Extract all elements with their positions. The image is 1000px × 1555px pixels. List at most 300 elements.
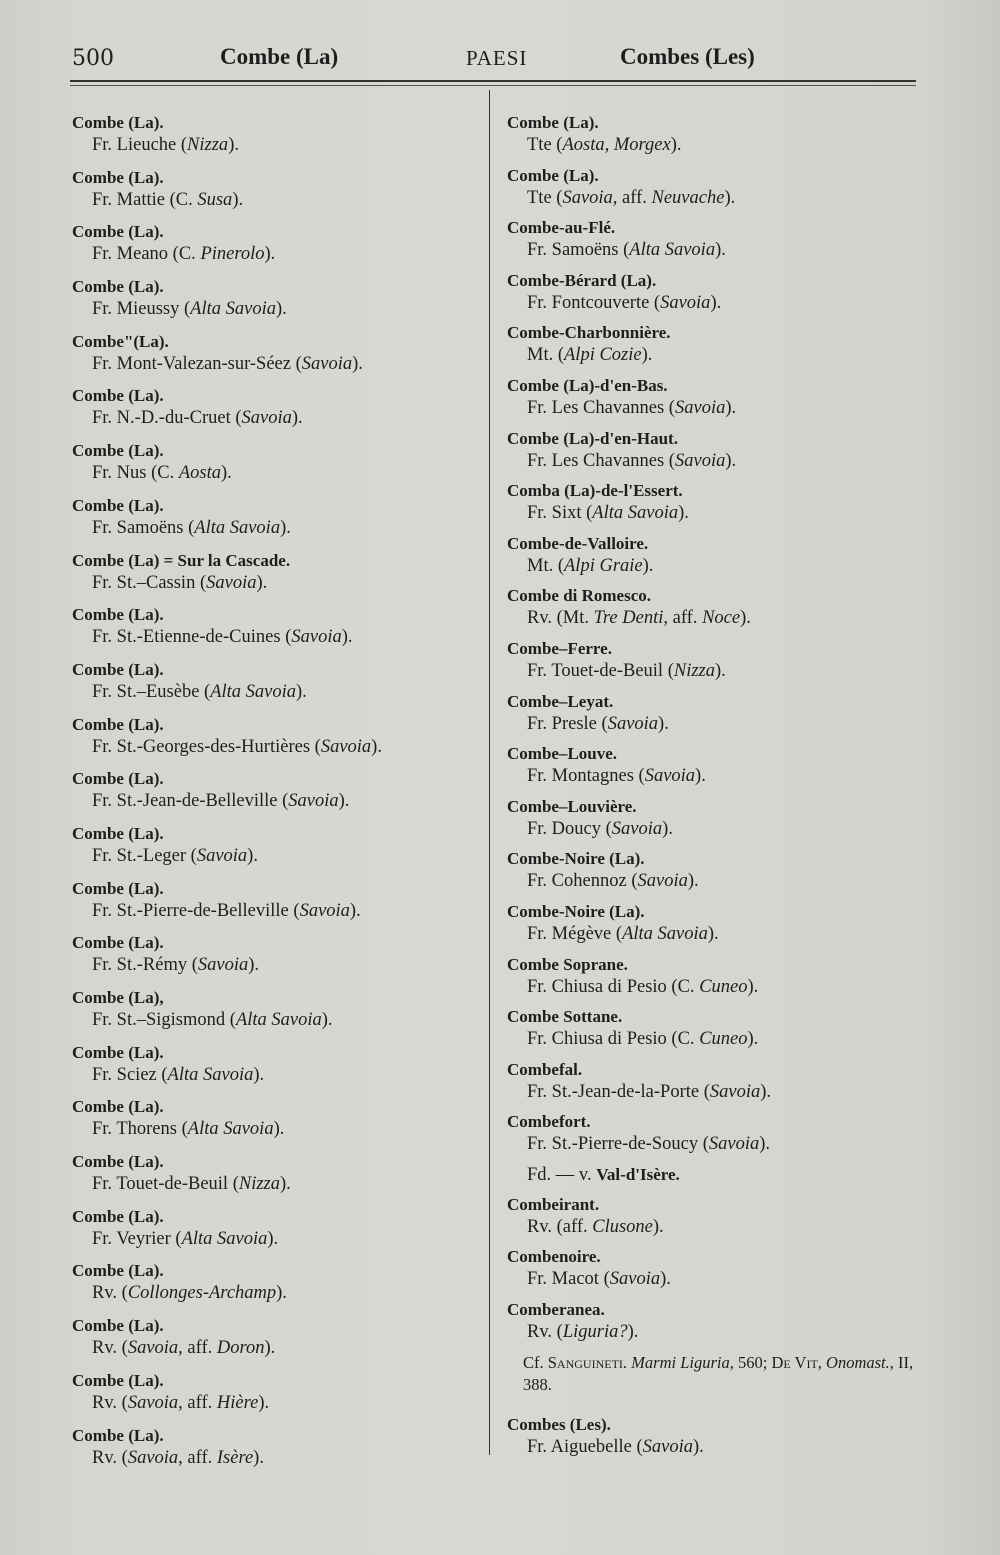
entry-region: Savoia <box>127 1392 179 1413</box>
entry-region: Nizza <box>187 135 229 155</box>
entry-heading: Combe (La). <box>72 495 164 515</box>
entry-region: Susa <box>197 189 233 210</box>
entry-region: Savoia <box>291 627 342 648</box>
entry-region: Savoia <box>206 572 257 593</box>
entry-heading: Combe (La). <box>72 714 164 734</box>
entry-text: , aff. <box>178 1392 217 1413</box>
entry-text: , aff. <box>178 1447 217 1468</box>
entry-region: Alta Savoia <box>210 681 297 702</box>
entry-heading: Combenoire. <box>507 1247 601 1267</box>
entry-region: Savoia <box>299 900 350 921</box>
entry-text: ). <box>253 1064 265 1085</box>
entry-region: Nizza <box>673 660 715 681</box>
entry-text: Fr. Mieussy ( <box>92 299 191 320</box>
entry-heading: Combe–Louvière. <box>507 796 637 816</box>
entry-heading: Combe Sottane. <box>507 1007 623 1027</box>
entry <box>72 932 482 987</box>
entry-text: ). <box>662 818 673 839</box>
entry-description <box>72 517 482 539</box>
reference-sep: , <box>817 1352 827 1372</box>
cross-reference-text <box>507 1164 927 1186</box>
entry-description <box>507 1081 927 1103</box>
entry-heading: Combe–Leyat. <box>507 691 614 711</box>
entry <box>72 1425 482 1480</box>
entry <box>72 385 482 440</box>
entry <box>72 823 482 878</box>
entry-text: Tte ( <box>527 135 563 155</box>
entry-heading: Combe (La), <box>72 988 164 1007</box>
entry-text: Fr. Macot ( <box>527 1269 610 1290</box>
entry-river: Doron <box>216 1338 265 1359</box>
entry-heading: Combeirant. <box>507 1194 600 1214</box>
entry-description <box>507 292 927 314</box>
entry-text: ). <box>642 555 654 576</box>
entry-region: Savoia <box>127 1447 179 1468</box>
entry <box>72 331 482 386</box>
entry-heading: Combe (La). <box>72 605 164 625</box>
entry-text: ). <box>710 292 722 313</box>
entry-region: Alta Savoia <box>622 923 708 944</box>
page-header <box>72 44 794 76</box>
cross-reference-prefix: Fd. — v. <box>527 1164 597 1185</box>
entry-text: Fr. Veyrier ( <box>92 1228 182 1249</box>
entry-text: Fr. Sixt ( <box>527 503 593 524</box>
entry-heading: Combes (Les). <box>507 1414 611 1434</box>
entry-text: ). <box>641 345 653 366</box>
entry <box>72 768 482 823</box>
entry-text: Fr. St.–Sigismond ( <box>92 1010 236 1030</box>
entry-text: Mt. ( <box>527 345 564 366</box>
entry-text: Fr. St.-Etienne-de-Cuines ( <box>92 627 292 648</box>
entry <box>72 878 482 933</box>
reference-cf: Cf. <box>523 1352 548 1372</box>
entry-text: Fr. Thorens ( <box>92 1119 188 1140</box>
entry-heading: Combe (La). <box>72 769 164 789</box>
entry-region: Alpi Graie <box>564 555 643 576</box>
entry <box>507 1111 927 1164</box>
entry-text: Rv. ( <box>92 1447 128 1468</box>
entry-text: Fr. Samoëns ( <box>92 517 195 538</box>
entry-text: ). <box>341 627 353 648</box>
entry <box>507 322 927 375</box>
entry-text: ). <box>280 517 291 538</box>
entry-region: Savoia <box>674 397 726 418</box>
entry-text: ). <box>248 955 260 976</box>
left-column <box>72 112 482 1479</box>
entry-region: Savoia <box>241 408 292 429</box>
entry-text: ). <box>747 976 759 997</box>
entry-heading: Combe (La). <box>72 1425 164 1445</box>
entry-region: Savoia <box>644 766 696 787</box>
entry <box>507 112 927 165</box>
entry <box>72 221 482 276</box>
entry-heading: Combe-Bérard (La). <box>507 270 657 290</box>
reference-sep: , II, 388. <box>523 1352 914 1394</box>
header-rule <box>70 80 916 82</box>
entry-description <box>507 450 927 472</box>
entry-description <box>507 1133 927 1155</box>
entry-region: Alta Savoia <box>194 517 281 538</box>
entry-text: Fr. St.-Leger ( <box>92 845 197 866</box>
entry <box>72 1096 482 1151</box>
entry-heading: Combe (La). <box>72 1097 164 1117</box>
entry-river: Hière <box>216 1392 259 1413</box>
entry-description <box>72 189 482 211</box>
entry-text: ). <box>232 189 244 210</box>
entry-description <box>507 502 927 524</box>
entry-text: Fr. St.–Cassin ( <box>92 572 207 593</box>
entry-description <box>72 1118 482 1140</box>
entry-heading: Combe (La). <box>72 878 164 898</box>
entry-description <box>507 134 927 156</box>
entry <box>72 987 482 1042</box>
entry-text: Mt. ( <box>527 555 564 576</box>
entry-heading: Combe (La). <box>72 1370 164 1390</box>
entry-description <box>507 976 927 998</box>
entry <box>72 440 482 495</box>
entry-text: Fr. Touet-de-Beuil ( <box>92 1174 239 1195</box>
entry-description <box>72 1228 482 1250</box>
entry <box>507 1194 927 1247</box>
entry-region: Savoia <box>196 845 248 866</box>
entry-region: Pinerolo <box>200 244 265 265</box>
entry-description <box>507 344 927 366</box>
entry-text: Fr. Samoëns ( <box>527 240 630 261</box>
entry-region: Alta Savoia <box>167 1064 254 1085</box>
entry-region: Alta Savoia <box>235 1010 322 1030</box>
cross-reference-entry <box>507 1164 927 1194</box>
entry <box>507 1246 927 1299</box>
entry <box>507 270 927 323</box>
entry-region: Alta Savoia <box>629 240 716 261</box>
entry-text: ). <box>707 923 719 944</box>
entry-text: ). <box>276 1283 287 1304</box>
entry-text: ). <box>371 736 382 757</box>
entry-region: Alta Savoia <box>190 299 276 320</box>
entry-text: Fr. Doucy ( <box>527 818 612 839</box>
entry <box>507 428 927 481</box>
entry-text: Fr. Aiguebelle ( <box>527 1436 643 1457</box>
entry <box>507 375 927 428</box>
entry-description <box>507 187 927 209</box>
entry-text: ). <box>280 1174 291 1195</box>
entry-heading: Combe (La). <box>72 167 164 187</box>
entry-region: Savoia <box>708 1134 760 1155</box>
entry-text: Fr. Lieuche ( <box>92 135 188 155</box>
entry-description <box>507 1028 927 1050</box>
entry-description <box>72 681 482 703</box>
reference-author: De Vit <box>771 1352 818 1372</box>
entry-description <box>507 397 927 419</box>
reference-work: Marmi Liguria <box>631 1352 730 1372</box>
entry-text: ). <box>760 1081 772 1102</box>
entry-description <box>72 626 482 648</box>
header-rule-thin <box>70 85 916 86</box>
entry-text: Rv. ( <box>527 1322 563 1343</box>
entry-description <box>507 1268 927 1290</box>
entry-region: Savoia <box>674 450 726 471</box>
entry-text: ). <box>759 1134 771 1155</box>
entry <box>507 1414 927 1467</box>
entry <box>72 167 482 222</box>
bibliographic-reference <box>507 1352 927 1414</box>
entry-text: ). <box>291 408 303 429</box>
entry-heading: Comba (La)-de-l'Essert. <box>507 481 683 501</box>
entry-region: Cuneo <box>699 1029 748 1050</box>
entry-description <box>507 870 927 892</box>
entry-text: ). <box>687 871 699 892</box>
entry-description <box>507 660 927 682</box>
entry-heading: Combefal. <box>507 1059 583 1079</box>
entry-text: ). <box>725 450 737 471</box>
entry-region: Aosta <box>178 463 222 484</box>
right-column <box>507 112 927 1466</box>
running-head-left: Combe (La) <box>220 44 339 69</box>
entry-text: ). <box>715 660 726 681</box>
entry-text: Rv. ( <box>92 1283 128 1304</box>
entry-description <box>507 1216 927 1238</box>
entry-region: Alta Savoia <box>592 503 679 524</box>
entry-description <box>72 407 482 429</box>
entry-text: Fr. Montagnes ( <box>527 766 645 787</box>
entry-text: ). <box>247 845 258 866</box>
entry-text: ). <box>349 900 361 921</box>
entry-text: ). <box>627 1322 639 1343</box>
entry-text: ). <box>228 135 239 155</box>
entry-region: Tre Denti <box>593 608 664 629</box>
entry-text: ). <box>740 608 751 629</box>
entry-text: Fr. Cohennoz ( <box>527 871 638 892</box>
running-head-center: PAESI <box>466 46 528 70</box>
reference-text <box>507 1352 927 1396</box>
entry-heading: Combe Soprane. <box>507 954 628 974</box>
entry-text: ). <box>352 353 363 374</box>
entry-description <box>72 353 482 375</box>
entry-text: ). <box>724 187 736 208</box>
entry-heading: Combe-Noire (La). <box>507 849 645 869</box>
entry-region: Savoia <box>611 818 663 839</box>
reference-work: Onomast. <box>826 1352 890 1372</box>
entry-heading: Combe (La). <box>72 1152 164 1172</box>
entry-text: Fr. Les Chavannes ( <box>527 397 675 418</box>
entry <box>72 659 482 714</box>
entry-text: ). <box>264 244 276 265</box>
entry-text: ). <box>321 1010 333 1030</box>
entry <box>507 901 927 954</box>
entry-text: Fr. Mattie (C. <box>92 189 198 210</box>
entry-heading: Combe (La). <box>72 277 164 297</box>
entry-region: Clusone <box>592 1216 653 1237</box>
entry <box>72 1151 482 1206</box>
entry-river: Isère <box>216 1447 254 1468</box>
entry-text: Fr. Chiusa di Pesio (C. <box>527 976 700 997</box>
entry-heading: Combe (La). <box>72 1206 164 1226</box>
entry-text: ). <box>267 1228 279 1249</box>
entry-region: Nizza <box>238 1174 280 1195</box>
entry-text: ). <box>273 1119 285 1140</box>
entry-region: Savoia <box>607 713 659 734</box>
entry-text: Fr. N.-D.-du-Cruet ( <box>92 408 242 429</box>
entry-heading: Combe (La). <box>72 222 164 242</box>
entry-region: Alta Savoia <box>187 1119 274 1140</box>
entry-heading: Combe (La). <box>72 1316 164 1336</box>
entry-region: Savoia <box>609 1269 661 1290</box>
entry-region: Savoia <box>642 1436 693 1457</box>
column-divider <box>489 90 490 1455</box>
entry-heading: Combe-de-Valloire. <box>507 533 649 553</box>
entry-text: Fr. Nus (C. <box>92 463 179 484</box>
entry-text: ). <box>725 397 737 418</box>
entry-heading: Combe (La)-d'en-Bas. <box>507 375 668 395</box>
entry <box>72 550 482 605</box>
entry-text: ). <box>715 240 726 261</box>
entry <box>507 796 927 849</box>
entry-text: ). <box>695 766 706 787</box>
entry-description <box>72 1009 482 1031</box>
entry-region: Savoia <box>660 292 711 313</box>
entry-heading: Combe (La). <box>72 1261 164 1281</box>
entry-region: Savoia <box>562 187 613 208</box>
entry-text: Fr. Mont-Valezan-sur-Séez ( <box>92 353 302 374</box>
entry <box>507 954 927 1007</box>
entry-text: ). <box>275 299 287 320</box>
entry-region: Savoia <box>320 736 372 757</box>
entry-text: Rv. (Mt. <box>527 608 594 629</box>
entry-description <box>507 765 927 787</box>
entry-text: Fr. St.-Pierre-de-Soucy ( <box>527 1134 709 1155</box>
entry-text: ). <box>253 1447 264 1468</box>
entry-text: ). <box>256 572 268 593</box>
entry-text: Fr. Chiusa di Pesio (C. <box>527 1029 700 1050</box>
entry-text: , aff. <box>612 187 652 208</box>
entry-region: Savoia <box>127 1338 179 1359</box>
entry-heading: Combe"(La). <box>72 331 169 351</box>
entry-region: Collonges-Archamp <box>127 1283 277 1304</box>
entry-description <box>72 1447 482 1469</box>
entry-region: Aosta, Morgex <box>562 135 671 155</box>
entry-heading: Combe (La). <box>507 165 599 185</box>
entry-heading: Combe (La). <box>507 113 599 132</box>
entry-description <box>72 134 482 156</box>
entry <box>507 691 927 744</box>
entry-heading: Combe (La)-d'en-Haut. <box>507 428 678 448</box>
entry <box>507 217 927 270</box>
entry-text: Fr. Mégève ( <box>527 923 623 944</box>
reference-sep: . <box>622 1352 632 1372</box>
entry-heading: Combe-Noire (La). <box>507 901 645 921</box>
entry-text: Fr. St.–Eusèbe ( <box>92 681 211 702</box>
entry-text: ). <box>264 1338 276 1359</box>
entry-text: ). <box>692 1436 704 1457</box>
entry-heading: Combe–Louve. <box>507 744 618 764</box>
entry-region: Alta Savoia <box>181 1228 268 1249</box>
entry <box>507 480 927 533</box>
entry <box>507 1006 927 1059</box>
entry-description <box>72 243 482 265</box>
entry-description <box>72 298 482 320</box>
entry-description <box>72 1173 482 1195</box>
entry-heading: Combe di Romesco. <box>507 586 652 606</box>
entry-heading: Combe (La). <box>72 386 164 406</box>
cross-reference-target: Val-d'Isère. <box>596 1164 680 1184</box>
entry-river: Neuvache <box>651 187 725 208</box>
entry-region: Savoia <box>637 871 688 892</box>
entry-region: Savoia <box>197 955 249 976</box>
entry-region: Savoia <box>288 791 339 812</box>
entry <box>507 1059 927 1112</box>
reference-author: Sanguineti <box>547 1352 623 1372</box>
entry-description <box>72 1392 482 1414</box>
entry-text: Fr. St.-Pierre-de-Belleville ( <box>92 900 300 921</box>
entry <box>507 638 927 691</box>
entry-heading: Combe (La). <box>72 659 164 679</box>
entry-region: Cuneo <box>699 976 748 997</box>
entry-heading: Combe-Charbonnière. <box>507 323 671 343</box>
entry-description <box>72 1282 482 1304</box>
entry <box>72 1315 482 1370</box>
entry <box>72 112 482 167</box>
entry-description <box>507 555 927 577</box>
entry <box>72 1042 482 1097</box>
entry-text: ). <box>221 463 232 484</box>
entry-text: Tte ( <box>527 187 563 208</box>
entry-text: Fr. Meano (C. <box>92 244 201 265</box>
entry-heading: Combe (La). <box>72 933 164 953</box>
entry <box>72 276 482 331</box>
entry-description <box>507 818 927 840</box>
entry-description <box>72 1064 482 1086</box>
entry-text: ). <box>652 1216 664 1237</box>
entry-description <box>72 736 482 758</box>
entry-description <box>72 572 482 594</box>
entry-description <box>72 845 482 867</box>
entry <box>72 714 482 769</box>
entry-region: Liguria? <box>562 1322 628 1343</box>
entry-description <box>507 1321 927 1343</box>
entry-description <box>507 239 927 261</box>
entry-text: ). <box>678 503 689 524</box>
running-head-right: Combes (Les) <box>620 44 755 69</box>
entry-text: Fr. St.-Jean-de-la-Porte ( <box>527 1081 710 1102</box>
entry-region: Alpi Cozie <box>564 345 642 366</box>
entry <box>507 848 927 901</box>
entry <box>72 1260 482 1315</box>
entry-heading: Combe-au-Flé. <box>507 218 616 238</box>
entry-description <box>72 900 482 922</box>
entry <box>72 1206 482 1261</box>
entry-heading: Combe (La). <box>72 113 164 132</box>
entry-description <box>72 1337 482 1359</box>
reference-sep: , 560; <box>729 1352 772 1372</box>
entry-region: Savoia <box>301 353 353 374</box>
entry-heading: Combe (La). <box>72 1042 164 1062</box>
entry-text: Rv. ( <box>92 1392 128 1413</box>
entry-heading: Combe–Ferre. <box>507 638 612 658</box>
entry-heading: Comberanea. <box>507 1300 605 1320</box>
entry-text: Fr. Fontcouverte ( <box>527 292 661 313</box>
entry-text: Rv. (aff. <box>527 1216 593 1237</box>
entry-description <box>72 462 482 484</box>
entry-text: Fr. St.-Rémy ( <box>92 955 198 976</box>
entry-description <box>72 954 482 976</box>
entry-description <box>507 713 927 735</box>
entry-heading: Combe (La). <box>72 441 164 461</box>
entry-description <box>72 790 482 812</box>
entry <box>72 1370 482 1425</box>
entry <box>507 165 927 218</box>
page-number: 500 <box>72 46 114 71</box>
entry-text: , aff. <box>663 608 703 629</box>
